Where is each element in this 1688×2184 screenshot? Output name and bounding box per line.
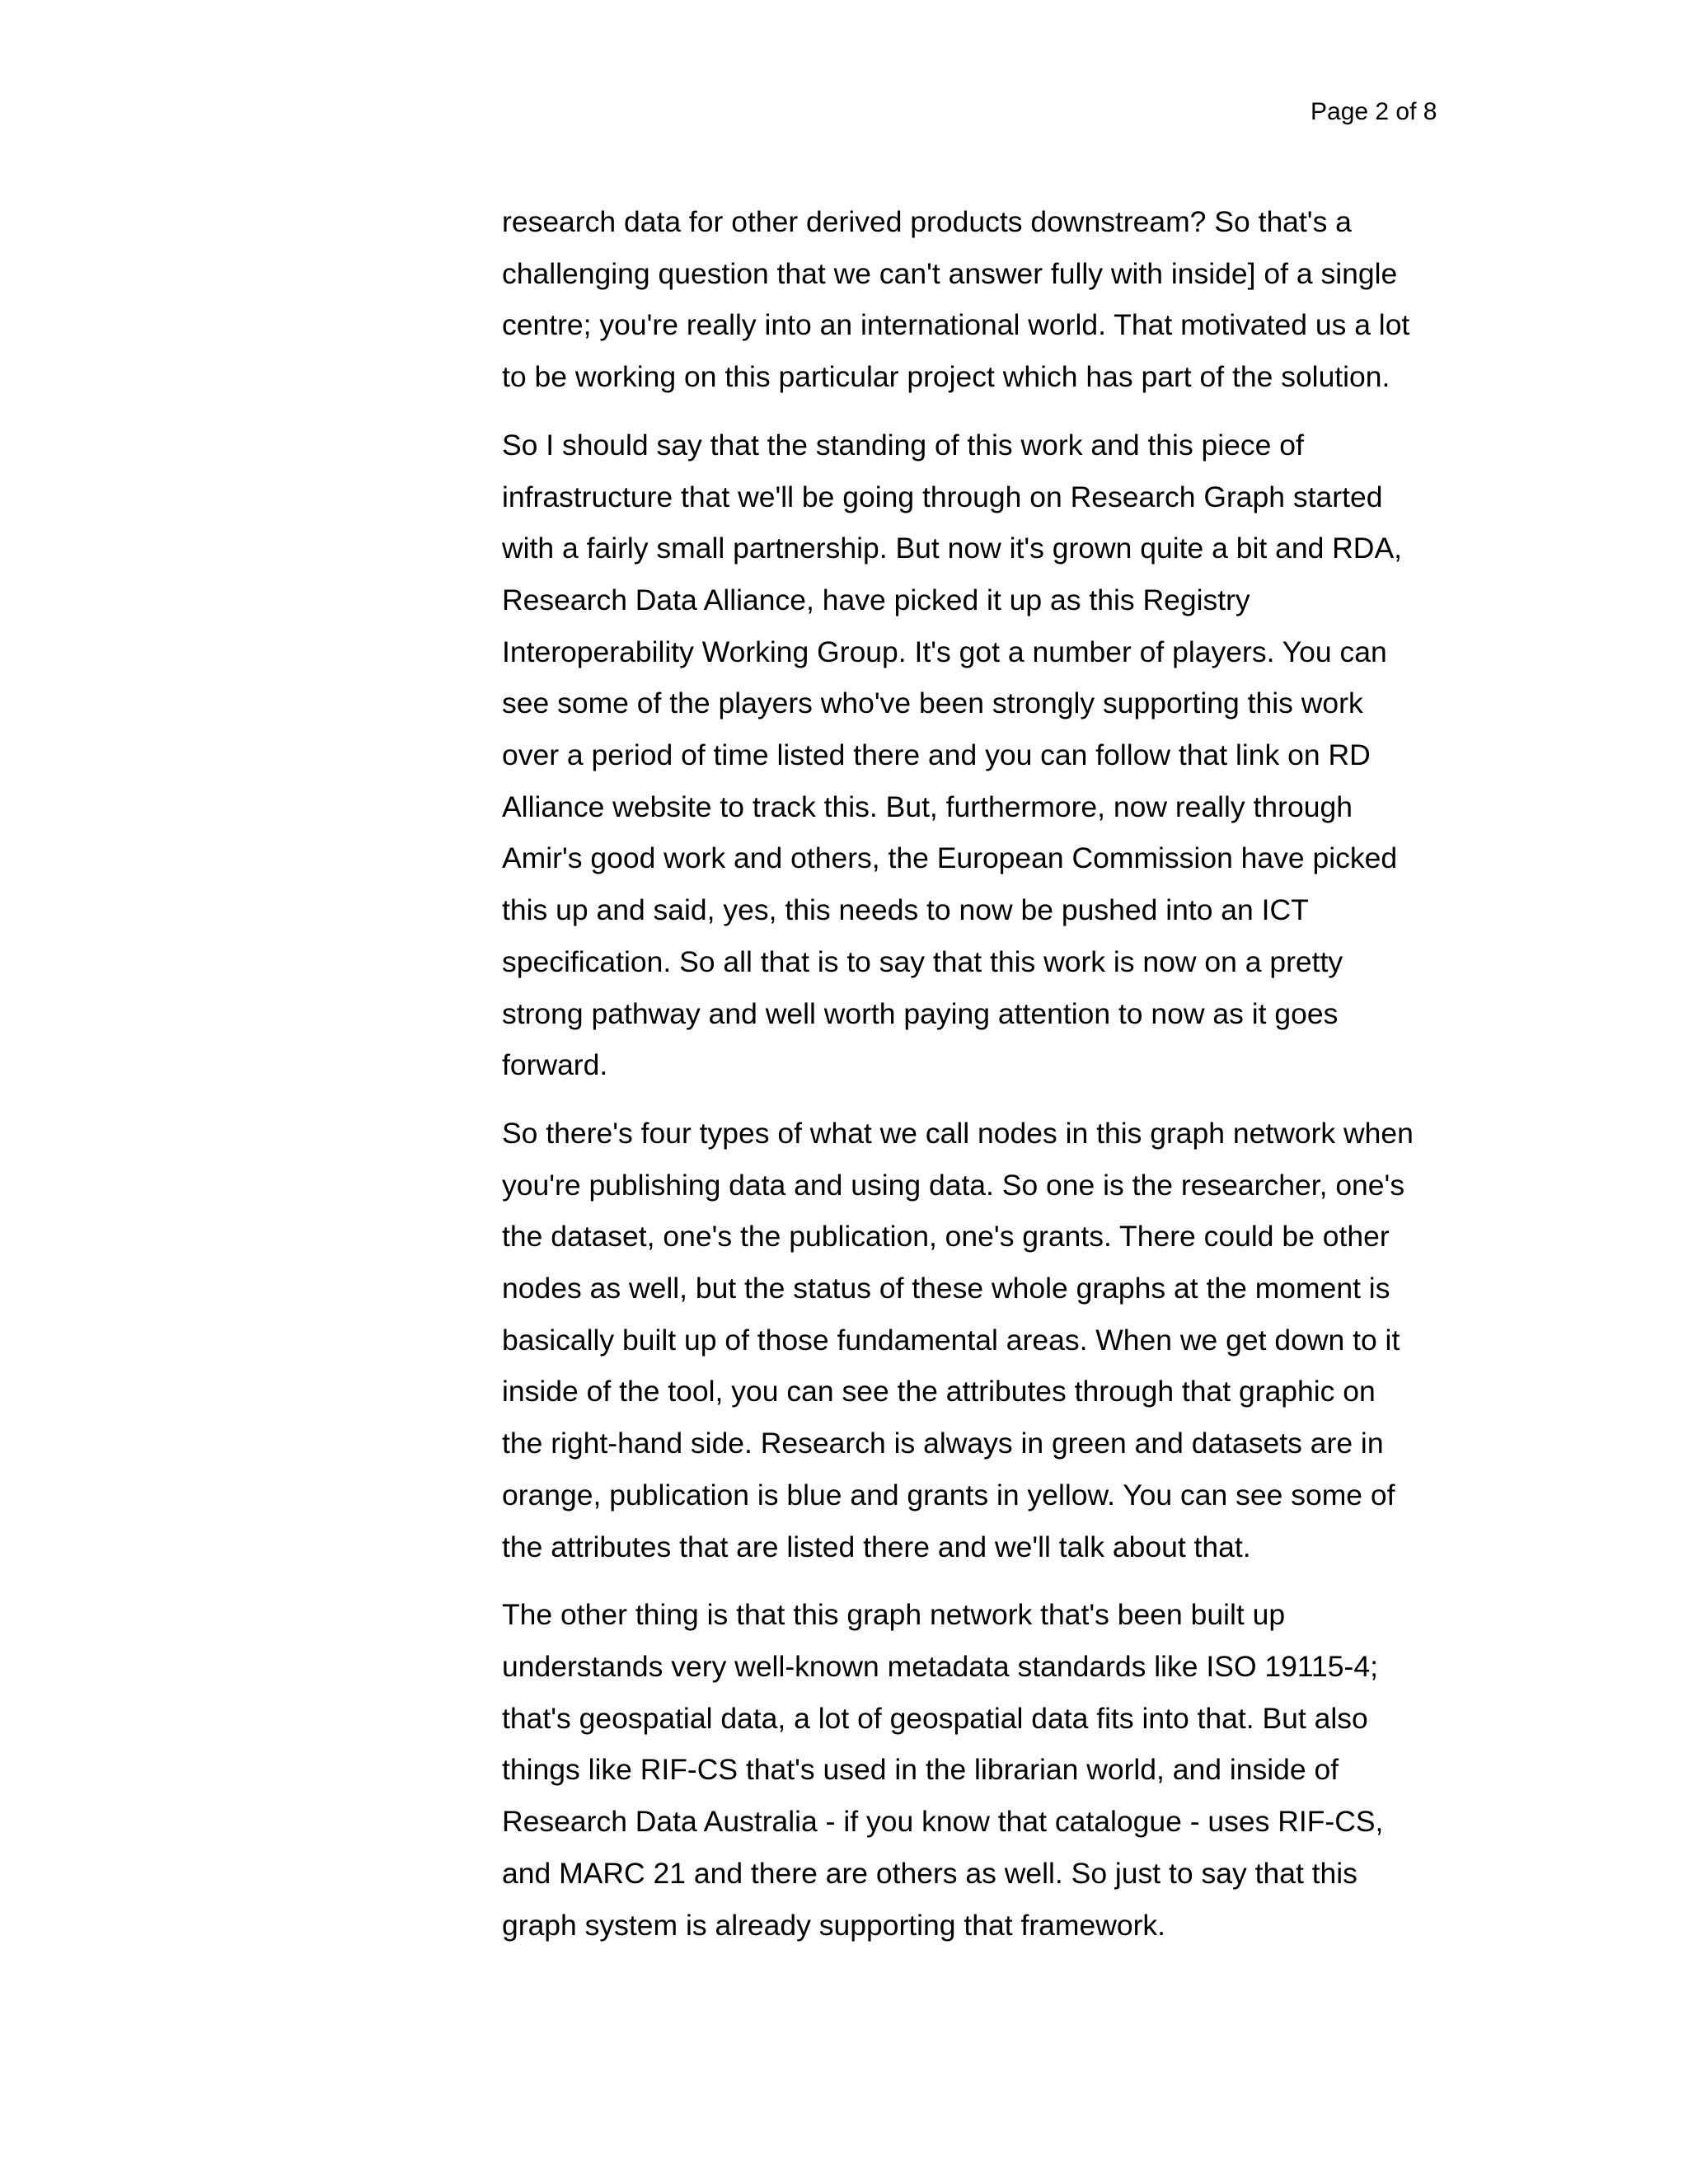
- text-line: the attributes that are listed there and we'll talk about that.: [502, 1530, 1251, 1563]
- text-line: Interoperability Working Group. It's got a number of players. You can: [502, 635, 1387, 668]
- paragraph: [502, 1589, 1438, 1951]
- text-line: research data for other derived products downstream? So that's a: [502, 205, 1352, 238]
- text-line: Research Data Australia - if you know that catalogue - uses RIF-CS,: [502, 1805, 1384, 1839]
- text-line: orange, publication is blue and grants in yellow. You can see some of: [502, 1478, 1395, 1511]
- text-line: centre; you're really into an international world. That motivated us a lot: [502, 308, 1410, 342]
- paragraph: [502, 196, 1438, 403]
- text-line: this up and said, yes, this needs to now be pushed into an ICT: [502, 893, 1309, 927]
- text-line: basically built up of those fundamental areas. When we get down to it: [502, 1323, 1400, 1357]
- paragraph: [502, 419, 1438, 1091]
- text-line: forward.: [502, 1048, 608, 1082]
- text-line: nodes as well, but the status of these whole graphs at the moment is: [502, 1272, 1390, 1305]
- text-line: see some of the players who've been strongly supporting this work: [502, 687, 1363, 720]
- text-line: inside of the tool, you can see the attributes through that graphic on: [502, 1375, 1376, 1408]
- text-line: strong pathway and well worth paying attention to now as it goes: [502, 996, 1339, 1030]
- text-line: graph system is already supporting that framework.: [502, 1908, 1166, 1942]
- text-line: with a fairly small partnership. But now it's grown quite a bit and RDA,: [502, 532, 1402, 565]
- text-line: So there's four types of what we call nodes in this graph network when: [502, 1116, 1414, 1150]
- text-line: challenging question that we can't answer fully with inside] of a single: [502, 256, 1398, 290]
- text-line: specification. So all that is to say that this work is now on a pretty: [502, 944, 1343, 978]
- text-line: Amir's good work and others, the European Commission have picked: [502, 841, 1398, 875]
- text-line: Research Data Alliance, have picked it up as this Registry: [502, 583, 1250, 616]
- text-line: you're publishing data and using data. So one is the researcher, one's: [502, 1168, 1405, 1202]
- transcript-body: [502, 196, 1438, 1967]
- text-line: the right-hand side. Research is always in green and datasets are in: [502, 1427, 1384, 1460]
- text-line: The other thing is that this graph network that's been built up: [502, 1598, 1286, 1632]
- text-line: Alliance website to track this. But, furthermore, now really through: [502, 790, 1353, 823]
- text-line: things like RIF-CS that's used in the librarian world, and inside of: [502, 1753, 1339, 1787]
- text-line: to be working on this particular project which has part of the solution.: [502, 360, 1390, 394]
- text-line: over a period of time listed there and you can follow that link on RD: [502, 738, 1371, 772]
- paragraph: [502, 1108, 1438, 1572]
- text-line: that's geospatial data, a lot of geospatial data fits into that. But also: [502, 1701, 1368, 1735]
- text-line: infrastructure that we'll be going through on Research Graph started: [502, 480, 1383, 513]
- page-number: Page 2 of 8: [1311, 98, 1437, 125]
- text-line: the dataset, one's the publication, one's grants. There could be other: [502, 1220, 1390, 1254]
- text-line: and MARC 21 and there are others as well. So just to say that this: [502, 1856, 1357, 1890]
- text-line: understands very well-known metadata standards like ISO 19115-4;: [502, 1649, 1378, 1683]
- text-line: So I should say that the standing of this work and this piece of: [502, 428, 1304, 462]
